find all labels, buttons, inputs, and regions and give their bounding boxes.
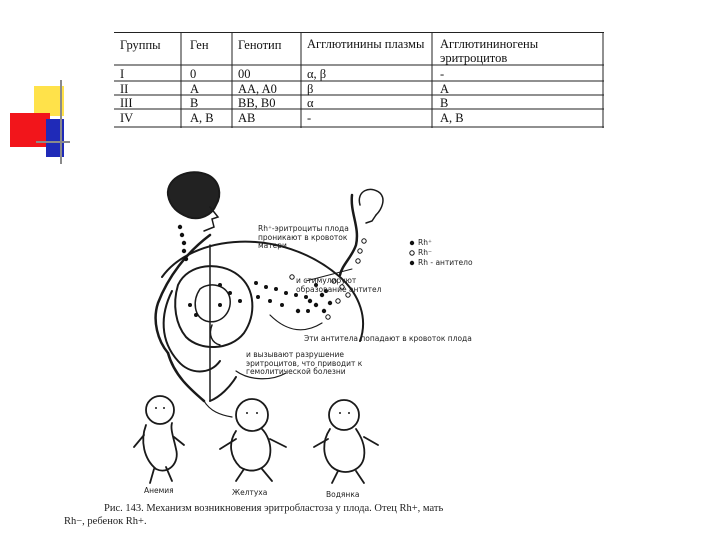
table-cell: AA, A0	[238, 82, 277, 96]
outcome-jaundice: Желтуха	[232, 488, 268, 497]
table-cell: III	[120, 96, 133, 110]
figure-drawing	[60, 165, 680, 535]
table-cell: II	[120, 82, 129, 96]
figure-caption-line1: Рис. 143. Механизм возникновения эритробластоза у плода. Отец Rh+, мать	[104, 503, 444, 514]
table-cell: α, β	[307, 67, 327, 81]
label-destroy: и вызывают разрушение эритроцитов, что приводит к гемолитической болезни	[246, 350, 363, 376]
table-cell: AB	[238, 111, 256, 125]
table-cell: A, B	[440, 111, 464, 125]
decor-line-horizontal	[36, 141, 70, 143]
table-cell: BB, B0	[238, 96, 276, 110]
erythroblastosis-figure	[60, 165, 680, 535]
label-rh-cells: Rh⁺-эритроциты плода проникают в кровоток матери	[258, 224, 349, 250]
legend-rh-minus: Rh⁻	[418, 248, 432, 257]
table-header-gene: Ген	[190, 38, 209, 52]
table-cell: 0	[190, 67, 197, 81]
legend-antibody: Rh - антитело	[418, 258, 473, 267]
table-header-agglutinogens: Агглютининогены эритроцитов	[440, 37, 539, 65]
table-header-genotype: Генотип	[238, 38, 282, 52]
outcome-anemia: Анемия	[144, 486, 174, 495]
table-cell: 00	[238, 67, 251, 81]
label-antibodies: Эти антитела попадают в кровоток плода	[304, 334, 472, 343]
label-stimulate: и стимулируют образование антител	[296, 276, 382, 294]
table-cell: -	[307, 111, 312, 125]
table-cell: β	[307, 82, 314, 96]
outcome-hydrops: Водянка	[326, 490, 360, 499]
table-cell: B	[440, 96, 449, 110]
decor-line-vertical	[60, 80, 62, 164]
table-cell: α	[307, 96, 314, 110]
blood-group-table	[114, 32, 604, 128]
table-cell: B	[190, 96, 199, 110]
table-cell: A	[440, 82, 450, 96]
table-cell: -	[440, 67, 445, 81]
legend-rh-plus: Rh⁺	[418, 238, 432, 247]
table-cell: A, B	[190, 111, 214, 125]
figure-caption-line2: Rh−, ребенок Rh+.	[64, 516, 147, 527]
table-cell: A	[190, 82, 200, 96]
table-cell: IV	[120, 111, 134, 125]
table-header-group: Группы	[120, 38, 161, 52]
table-header-agglutinins: Агглютинины плазмы	[307, 37, 425, 51]
table-cell: I	[120, 67, 125, 81]
